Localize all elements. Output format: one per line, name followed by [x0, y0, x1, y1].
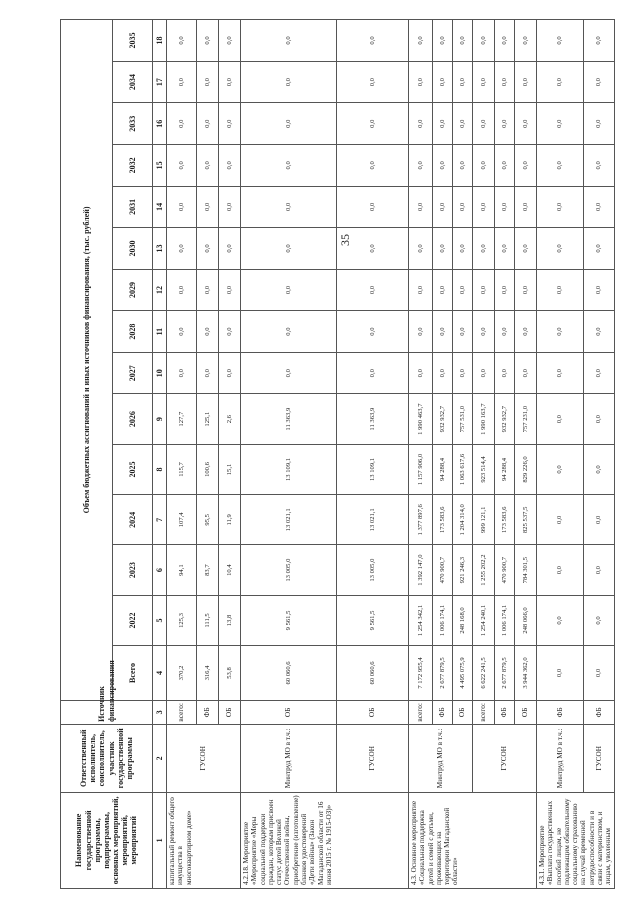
value-cell: 0,0 [219, 61, 241, 103]
value-cell: 0,0 [515, 145, 537, 187]
header-column-number: 7 [153, 495, 167, 545]
value-cell: 107,4 [167, 495, 197, 545]
program-name-cell: капитальный ремонт общего имущества в многоквартирном доме» [167, 792, 241, 888]
header-column-number: 14 [153, 186, 167, 228]
header-year: 2028 [113, 311, 153, 353]
value-cell: 0,0 [197, 311, 219, 353]
value-cell: 0,0 [219, 352, 241, 394]
source-cell: ФБ [433, 700, 453, 724]
source-cell: всего: [167, 700, 197, 724]
value-cell: 0,0 [337, 352, 409, 394]
value-cell: 13,8 [219, 595, 241, 645]
value-cell: 0,0 [433, 20, 453, 62]
table-row [241, 20, 337, 889]
value-cell: 0,0 [537, 352, 584, 394]
responsible-cell: Минтруд МО в т.ч.: [537, 724, 584, 792]
value-cell: 0,0 [433, 145, 453, 187]
value-cell: 127,7 [167, 394, 197, 444]
value-cell: 0,0 [241, 352, 337, 394]
header-year: 2026 [113, 394, 153, 444]
value-cell: 0,0 [495, 352, 515, 394]
value-cell: 0,0 [583, 269, 614, 311]
value-cell: 94,1 [167, 545, 197, 595]
value-cell: 1 254 342,1 [409, 595, 433, 645]
value-cell: 0,0 [433, 228, 453, 270]
value-cell: 0,0 [409, 186, 433, 228]
value-cell: 0,0 [337, 61, 409, 103]
value-cell: 0,0 [537, 186, 584, 228]
value-cell: 0,0 [167, 145, 197, 187]
value-cell: 0,0 [241, 269, 337, 311]
value-cell: 1 006 174,1 [433, 595, 453, 645]
value-cell: 0,0 [433, 186, 453, 228]
value-cell: 0,0 [583, 311, 614, 353]
value-cell: 0,0 [337, 311, 409, 353]
value-cell: 3 944 362,0 [515, 646, 537, 701]
value-cell: 0,0 [537, 394, 584, 444]
value-cell: 0,0 [495, 186, 515, 228]
value-cell: 0,0 [219, 103, 241, 145]
source-cell: ОБ [515, 700, 537, 724]
value-cell: 0,0 [583, 545, 614, 595]
value-cell: 0,0 [409, 103, 433, 145]
value-cell: 0,0 [473, 145, 495, 187]
value-cell: 0,0 [433, 269, 453, 311]
value-cell: 0,0 [537, 545, 584, 595]
value-cell: 0,0 [583, 103, 614, 145]
value-cell: 11 363,9 [241, 394, 337, 444]
value-cell: 0,0 [337, 20, 409, 62]
value-cell: 0,0 [453, 61, 473, 103]
value-cell: 0,0 [515, 228, 537, 270]
value-cell: 1 377 897,6 [409, 495, 433, 545]
value-cell: 6 622 241,5 [473, 646, 495, 701]
value-cell: 94 288,4 [495, 444, 515, 494]
value-cell: 0,0 [495, 20, 515, 62]
header-year: 2031 [113, 186, 153, 228]
value-cell: 60 060,6 [241, 646, 337, 701]
value-cell: 316,4 [197, 646, 219, 701]
responsible-cell: ГУСОН [473, 724, 537, 792]
value-cell: 95,5 [197, 495, 219, 545]
value-cell: 932 932,7 [495, 394, 515, 444]
header-column-number: 16 [153, 103, 167, 145]
header-year: 2023 [113, 545, 153, 595]
value-cell: 248 168,0 [453, 595, 473, 645]
value-cell: 0,0 [337, 269, 409, 311]
value-cell: 2 677 879,5 [433, 646, 453, 701]
value-cell: 0,0 [453, 269, 473, 311]
value-cell: 0,0 [197, 269, 219, 311]
value-cell: 248 066,0 [515, 595, 537, 645]
value-cell: 1 006 174,1 [495, 595, 515, 645]
value-cell: 0,0 [583, 394, 614, 444]
responsible-cell: ГУСОН [337, 724, 409, 792]
value-cell: 0,0 [197, 103, 219, 145]
value-cell: 0,0 [537, 269, 584, 311]
value-cell: 15,1 [219, 444, 241, 494]
header-year: 2025 [113, 444, 153, 494]
value-cell: 0,0 [473, 352, 495, 394]
value-cell: 0,0 [241, 145, 337, 187]
header-column-number: 8 [153, 444, 167, 494]
value-cell: 0,0 [453, 311, 473, 353]
table-row [167, 20, 197, 889]
value-cell: 470 900,7 [433, 545, 453, 595]
value-cell: 1 063 617,6 [453, 444, 473, 494]
value-cell: 0,0 [197, 61, 219, 103]
value-cell: 1 254 240,1 [473, 595, 495, 645]
header-year: 2030 [113, 228, 153, 270]
header-column-number: 3 [153, 700, 167, 724]
value-cell: 173 583,6 [495, 495, 515, 545]
value-cell: 0,0 [537, 145, 584, 187]
value-cell: 13 109,1 [337, 444, 409, 494]
value-cell: 0,0 [337, 228, 409, 270]
value-cell: 1 255 202,2 [473, 545, 495, 595]
value-cell: 0,0 [241, 311, 337, 353]
value-cell: 60 060,6 [337, 646, 409, 701]
value-cell: 0,0 [167, 352, 197, 394]
value-cell: 0,0 [473, 61, 495, 103]
value-cell: 470 900,7 [495, 545, 515, 595]
value-cell: 921 246,3 [453, 545, 473, 595]
program-name-cell: 4.3. Основное мероприятие «Социальная поддержка детей и семей с детьми, проживающих на территории Магаданской области» [409, 792, 537, 888]
value-cell: 0,0 [495, 228, 515, 270]
value-cell: 0,0 [515, 103, 537, 145]
value-cell: 0,0 [241, 20, 337, 62]
source-cell: ФБ [537, 700, 584, 724]
value-cell: 0,0 [537, 228, 584, 270]
value-cell: 83,7 [197, 545, 219, 595]
value-cell: 13 109,1 [241, 444, 337, 494]
header-column-number: 13 [153, 228, 167, 270]
value-cell: 0,0 [197, 145, 219, 187]
value-cell: 0,0 [409, 352, 433, 394]
header-column-number: 12 [153, 269, 167, 311]
value-cell: 370,2 [167, 646, 197, 701]
value-cell: 9 561,5 [337, 595, 409, 645]
value-cell: 0,0 [219, 269, 241, 311]
header-year: 2024 [113, 495, 153, 545]
value-cell: 125,1 [197, 394, 219, 444]
header-column-number: 18 [153, 20, 167, 62]
responsible-cell: Минтруд МО в т.ч.: [409, 724, 473, 792]
header-column-number: 11 [153, 311, 167, 353]
value-cell: 932 932,7 [433, 394, 453, 444]
value-cell: 0,0 [473, 269, 495, 311]
value-cell: 0,0 [409, 61, 433, 103]
value-cell: 0,0 [583, 228, 614, 270]
value-cell: 0,0 [537, 61, 584, 103]
table-row [337, 20, 409, 889]
value-cell: 757 531,0 [453, 394, 473, 444]
source-cell: ФБ [495, 700, 515, 724]
value-cell: 0,0 [197, 186, 219, 228]
value-cell: 0,0 [167, 103, 197, 145]
header-column-number: 5 [153, 595, 167, 645]
source-cell: ОБ [219, 700, 241, 724]
value-cell: 0,0 [583, 20, 614, 62]
value-cell: 173 583,6 [433, 495, 453, 545]
value-cell: 0,0 [495, 269, 515, 311]
value-cell: 0,0 [241, 186, 337, 228]
value-cell: 0,0 [197, 20, 219, 62]
header-year: 2033 [113, 103, 153, 145]
header-column-number: 10 [153, 352, 167, 394]
value-cell: 829 226,0 [515, 444, 537, 494]
table-row [473, 20, 495, 889]
source-cell: ОБ [453, 700, 473, 724]
value-cell: 0,0 [337, 186, 409, 228]
value-cell: 0,0 [473, 103, 495, 145]
value-cell: 825 537,5 [515, 495, 537, 545]
value-cell: 784 301,5 [515, 545, 537, 595]
value-cell: 0,0 [241, 103, 337, 145]
program-name-cell: 4.3.1. Мероприятие «Выплата государственных пособий лицам, не подлежащим обязательному социальному страхованию на случай временной нетрудоспособности и в связи с материнством, и лицам, уволенным [537, 792, 615, 888]
value-cell: 0,0 [409, 145, 433, 187]
source-cell: ФБ [197, 700, 219, 724]
value-cell: 0,0 [473, 186, 495, 228]
header-year: 2022 [113, 595, 153, 645]
value-cell: 0,0 [219, 20, 241, 62]
header-financing-group: Объем бюджетных ассигнований и иных источников финансирования, (тыс. рублей) [61, 20, 113, 701]
header-year: 2034 [113, 61, 153, 103]
value-cell: 0,0 [473, 311, 495, 353]
financing-table [60, 19, 615, 889]
value-cell: 125,3 [167, 595, 197, 645]
value-cell: 0,0 [219, 311, 241, 353]
value-cell: 0,0 [167, 228, 197, 270]
source-cell: ФБ [583, 700, 614, 724]
value-cell: 0,0 [583, 646, 614, 701]
table-row [583, 20, 614, 889]
value-cell: 0,0 [583, 145, 614, 187]
value-cell: 0,0 [409, 228, 433, 270]
value-cell: 0,0 [433, 103, 453, 145]
value-cell: 7 172 955,4 [409, 646, 433, 701]
value-cell: 0,0 [453, 228, 473, 270]
value-cell: 13 021,1 [241, 495, 337, 545]
value-cell: 2 677 879,5 [495, 646, 515, 701]
value-cell: 0,0 [337, 103, 409, 145]
header-column-number: 1 [153, 792, 167, 888]
value-cell: 0,0 [453, 186, 473, 228]
value-cell: 0,0 [337, 145, 409, 187]
value-cell: 0,0 [409, 20, 433, 62]
value-cell: 53,8 [219, 646, 241, 701]
header-column-number: 15 [153, 145, 167, 187]
value-cell: 0,0 [409, 269, 433, 311]
value-cell: 0,0 [167, 269, 197, 311]
header-year: 2035 [113, 20, 153, 62]
value-cell: 0,0 [583, 495, 614, 545]
value-cell: 923 514,4 [473, 444, 495, 494]
value-cell: 2,6 [219, 394, 241, 444]
value-cell: 0,0 [515, 20, 537, 62]
value-cell: 0,0 [453, 103, 473, 145]
value-cell: 0,0 [495, 61, 515, 103]
value-cell: 0,0 [515, 352, 537, 394]
value-cell: 4 495 075,9 [453, 646, 473, 701]
value-cell: 0,0 [515, 186, 537, 228]
value-cell: 0,0 [583, 595, 614, 645]
value-cell: 1 990 163,7 [473, 394, 495, 444]
source-cell: ОБ [241, 700, 337, 724]
value-cell: 0,0 [537, 646, 584, 701]
value-cell: 0,0 [583, 61, 614, 103]
value-cell: 13 005,0 [241, 545, 337, 595]
value-cell: 0,0 [453, 20, 473, 62]
header-year: 2029 [113, 269, 153, 311]
header-column-number: 17 [153, 61, 167, 103]
responsible-cell: ГУСОН [167, 724, 241, 792]
responsible-cell: ГУСОН [583, 724, 614, 792]
value-cell: 0,0 [495, 103, 515, 145]
value-cell: 0,0 [433, 352, 453, 394]
value-cell: 0,0 [537, 495, 584, 545]
program-name-cell: 4.2.18. Мероприятие «Мероприятие «Меры социальной поддержки граждан, которым присвоен статус детей Великой Отечественной войны, приобретение (изготовление) бланков удостоверений «Дети войны» (Закон Магаданской области от 16 июня 2015 г. № 1915-ОЗ)» [241, 792, 409, 888]
value-cell: 0,0 [473, 228, 495, 270]
value-cell: 0,0 [167, 311, 197, 353]
value-cell: 0,0 [167, 20, 197, 62]
value-cell: 0,0 [583, 444, 614, 494]
value-cell: 999 121,1 [473, 495, 495, 545]
value-cell: 0,0 [197, 352, 219, 394]
value-cell: 0,0 [515, 61, 537, 103]
value-cell: 0,0 [537, 311, 584, 353]
value-cell: 0,0 [537, 103, 584, 145]
value-cell: 0,0 [219, 186, 241, 228]
value-cell: 0,0 [409, 311, 433, 353]
value-cell: 1 392 147,0 [409, 545, 433, 595]
value-cell: 94 288,4 [433, 444, 453, 494]
rotated-table-wrapper [60, 19, 613, 889]
value-cell: 1 990 463,7 [409, 394, 433, 444]
value-cell: 0,0 [433, 311, 453, 353]
value-cell: 111,5 [197, 595, 219, 645]
header-column-number: 4 [153, 646, 167, 701]
source-cell: всего: [473, 700, 495, 724]
value-cell: 0,0 [515, 269, 537, 311]
value-cell: 0,0 [219, 228, 241, 270]
value-cell: 0,0 [537, 444, 584, 494]
value-cell: 0,0 [241, 228, 337, 270]
header-column-number: 2 [153, 724, 167, 792]
value-cell: 0,0 [537, 20, 584, 62]
responsible-cell: Минтруд МО в т.ч.: [241, 724, 337, 792]
value-cell: 0,0 [495, 311, 515, 353]
header-name: Наименование государственной программы, подпрограммы, основных мероприятий, мероприятий, мероприятий [61, 792, 153, 888]
value-cell: 0,0 [241, 61, 337, 103]
value-cell: 115,7 [167, 444, 197, 494]
value-cell: 10,4 [219, 545, 241, 595]
source-cell: ОБ [337, 700, 409, 724]
value-cell: 0,0 [583, 352, 614, 394]
header-responsible: Ответственный исполнитель, соисполнитель, участник государственной программы [61, 724, 153, 792]
page-number: 35 [338, 234, 352, 246]
value-cell: 0,0 [453, 352, 473, 394]
header-source: Источник финансирования [61, 700, 153, 724]
value-cell: 11 363,9 [337, 394, 409, 444]
value-cell: 0,0 [219, 145, 241, 187]
value-cell: 13 021,1 [337, 495, 409, 545]
value-cell: 11,9 [219, 495, 241, 545]
value-cell: 13 005,0 [337, 545, 409, 595]
value-cell: 0,0 [537, 595, 584, 645]
table-row [409, 20, 433, 889]
value-cell: 1 157 906,0 [409, 444, 433, 494]
table-row [537, 20, 584, 889]
value-cell: 0,0 [167, 186, 197, 228]
value-cell: 0,0 [473, 20, 495, 62]
value-cell: 0,0 [583, 186, 614, 228]
header-column-number: 6 [153, 545, 167, 595]
source-cell: всего: [409, 700, 433, 724]
header-year: Всего [113, 646, 153, 701]
header-year: 2032 [113, 145, 153, 187]
value-cell: 100,6 [197, 444, 219, 494]
value-cell: 0,0 [453, 145, 473, 187]
value-cell: 9 561,5 [241, 595, 337, 645]
value-cell: 0,0 [495, 145, 515, 187]
value-cell: 0,0 [167, 61, 197, 103]
value-cell: 0,0 [433, 61, 453, 103]
value-cell: 0,0 [515, 311, 537, 353]
header-column-number: 9 [153, 394, 167, 444]
value-cell: 757 231,0 [515, 394, 537, 444]
header-year: 2027 [113, 352, 153, 394]
value-cell: 1 204 314,0 [453, 495, 473, 545]
value-cell: 0,0 [197, 228, 219, 270]
